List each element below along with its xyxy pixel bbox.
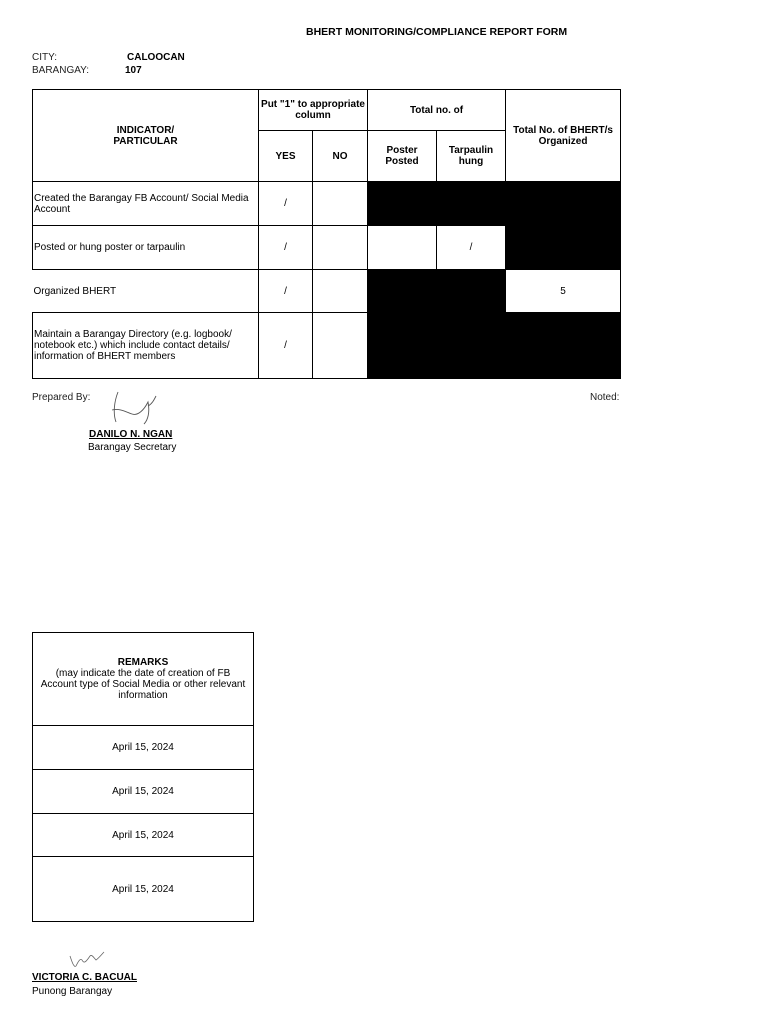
row-yes-cell: /: [259, 270, 313, 313]
row-poster-cell: [368, 226, 437, 270]
total-no-of-header: Total no. of: [368, 90, 506, 131]
preparer-signature-image: [104, 388, 160, 428]
row-indicator: Maintain a Barangay Directory (e.g. logbook/ notebook etc.) which include contact details/ information of BHERT members: [33, 313, 259, 379]
row-yes-cell: /: [259, 226, 313, 270]
row-tarpaulin-cell: [437, 270, 506, 313]
poster-posted-header: Poster Posted: [368, 131, 437, 182]
remarks-entry: April 15, 2024: [33, 814, 254, 857]
preparer-role: Barangay Secretary: [88, 442, 177, 453]
remarks-entry: April 15, 2024: [33, 770, 254, 814]
remarks-entry: April 15, 2024: [33, 726, 254, 770]
barangay-label: BARANGAY:: [32, 65, 90, 76]
table-row: [33, 270, 621, 313]
row-yes-cell: /: [259, 313, 313, 379]
row-no-cell: [313, 313, 368, 379]
row-indicator: Created the Barangay FB Account/ Social Media Account: [33, 182, 259, 226]
row-no-cell: [313, 270, 368, 313]
row-indicator: Organized BHERT: [33, 270, 259, 313]
yes-header: YES: [259, 131, 313, 182]
row-tarpaulin-cell: /: [437, 226, 506, 270]
approver-role: Punong Barangay: [32, 986, 113, 997]
row-poster-cell: [368, 313, 437, 379]
row-no-cell: [313, 226, 368, 270]
put-one-header: Put "1" to appropriate column: [259, 90, 368, 131]
city-value: CALOOCAN: [127, 52, 185, 63]
row-total-cell: 5: [506, 270, 621, 313]
row-poster-cell: [368, 182, 437, 226]
remarks-title: REMARKS: [117, 657, 169, 668]
table-row: [33, 226, 621, 270]
remarks-header: [33, 633, 254, 726]
row-tarpaulin-cell: [437, 313, 506, 379]
remarks-entry: April 15, 2024: [33, 857, 254, 922]
approver-name: VICTORIA C. BACUAL: [32, 972, 137, 983]
city-label: CITY:: [32, 52, 58, 63]
row-poster-cell: [368, 270, 437, 313]
table-row: [33, 313, 621, 379]
row-no-cell: [313, 182, 368, 226]
remarks-table: [32, 632, 254, 922]
total-bhert-header: Total No. of BHERT/s Organized: [506, 90, 621, 182]
row-total-cell: [506, 226, 621, 270]
barangay-value: 107: [125, 65, 142, 76]
prepared-by-label: Prepared By:: [32, 392, 91, 403]
tarpaulin-hung-header: Tarpaulin hung: [437, 131, 506, 182]
form-title: BHERT MONITORING/COMPLIANCE REPORT FORM: [306, 26, 568, 38]
row-yes-cell: /: [259, 182, 313, 226]
row-total-cell: [506, 313, 621, 379]
no-header: NO: [313, 131, 368, 182]
row-indicator: Posted or hung poster or tarpaulin: [33, 226, 259, 270]
indicator-header: INDICATOR/ PARTICULAR: [33, 90, 259, 182]
row-tarpaulin-cell: [437, 182, 506, 226]
noted-label: Noted:: [590, 392, 620, 403]
row-total-cell: [506, 182, 621, 226]
preparer-name: DANILO N. NGAN: [89, 429, 173, 440]
compliance-table: [32, 89, 621, 379]
approver-signature-image: [66, 948, 108, 972]
remarks-note: (may indicate the date of creation of FB Account type of Social Media or other relevant information: [40, 668, 246, 701]
table-row: [33, 182, 621, 226]
